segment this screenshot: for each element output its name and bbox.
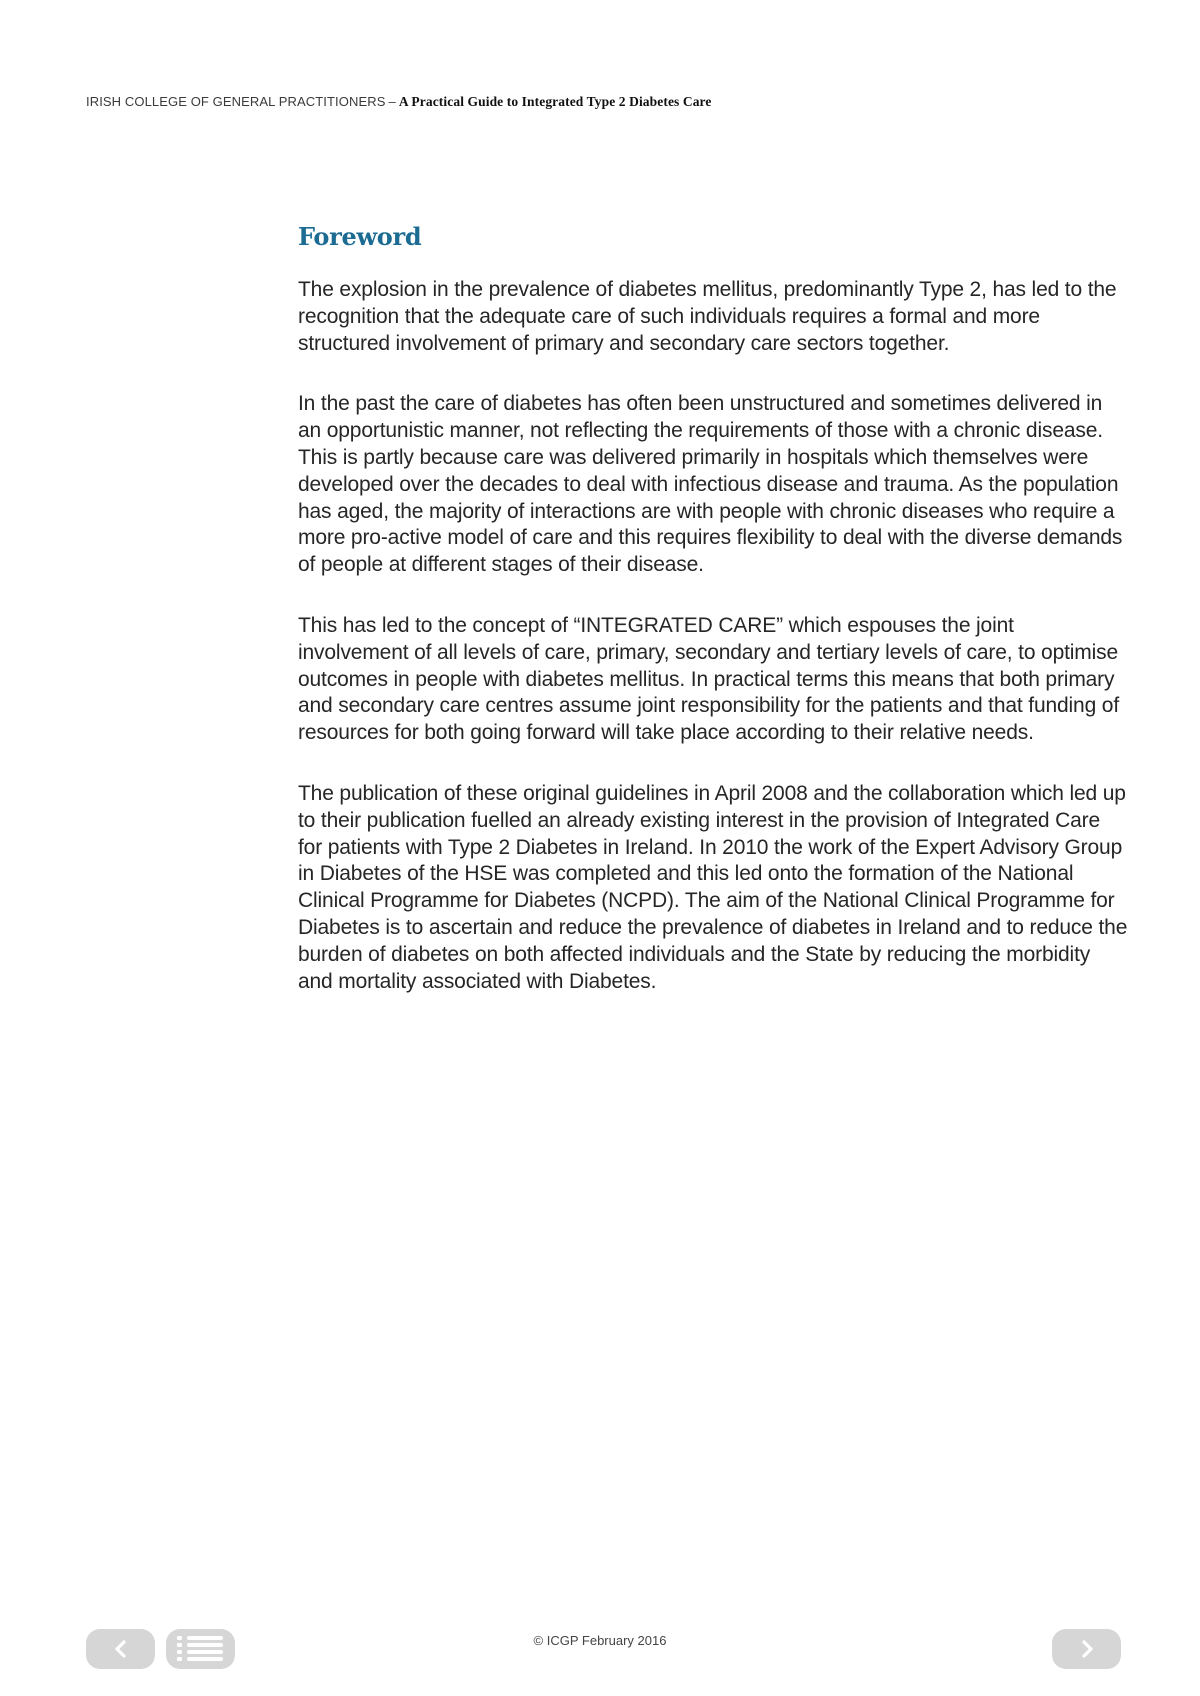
page-title: Foreword [298,222,422,251]
foreword-paragraph-4: The publication of these original guidelines in April 2008 and the collaboration which led up to their publication fuelled an already existing interest in the provision of Integrated Care for patients with Type 2 Diabetes in Ireland. In 2010 the work of the Expert Advisory Group in Diabetes of the HSE was completed and this led onto the formation of the National Clinical Programme for Diabetes (NCPD). The aim of the National Clinical Programme for Diabetes is to ascertain and reduce the prevalence of diabetes in Ireland and to reduce the burden of diabetes on both affected individuals and the State by reducing the morbidity and mortality associated with Diabetes. [298,781,1128,993]
foreword-section [298,222,1128,1029]
running-header [86,94,712,110]
next-page-button[interactable] [1052,1629,1121,1669]
header-organization: IRISH COLLEGE OF GENERAL PRACTITIONERS [86,94,386,109]
header-separator: – [388,94,396,109]
chevron-right-icon [1076,1638,1098,1660]
foreword-paragraph-3: This has led to the concept of “INTEGRATED CARE” which espouses the joint involvement of all levels of care, primary, secondary and tertiary levels of care, to optimise outcomes in people with diabetes mellitus. In practical terms this means that both primary and secondary care centres assume joint responsibility for the patients and that funding of resources for both going forward will take place according to their relative needs. [298,613,1120,745]
foreword-paragraph-1: The explosion in the prevalence of diabetes mellitus, predominantly Type 2, has led to the recognition that the adequate care of such individuals requires a formal and more structured involvement of primary and secondary care sectors together. [298,278,1117,355]
foreword-paragraph-2: In the past the care of diabetes has often been unstructured and sometimes delivered in an opportunistic manner, not reflecting the requirements of those with a chronic disease. This is partly because care was delivered primarily in hospitals which themselves were developed over the decades to deal with infectious disease and trauma. As the population has aged, the majority of interactions are with people with chronic diseases who require a more pro-active model of care and this requires flexibility to deal with the diverse demands of people at different stages of their disease. [298,392,1123,577]
header-document-title: A Practical Guide to Integrated Type 2 Diabetes Care [398,94,712,109]
copyright-notice: © ICGP February 2016 [533,1633,667,1648]
